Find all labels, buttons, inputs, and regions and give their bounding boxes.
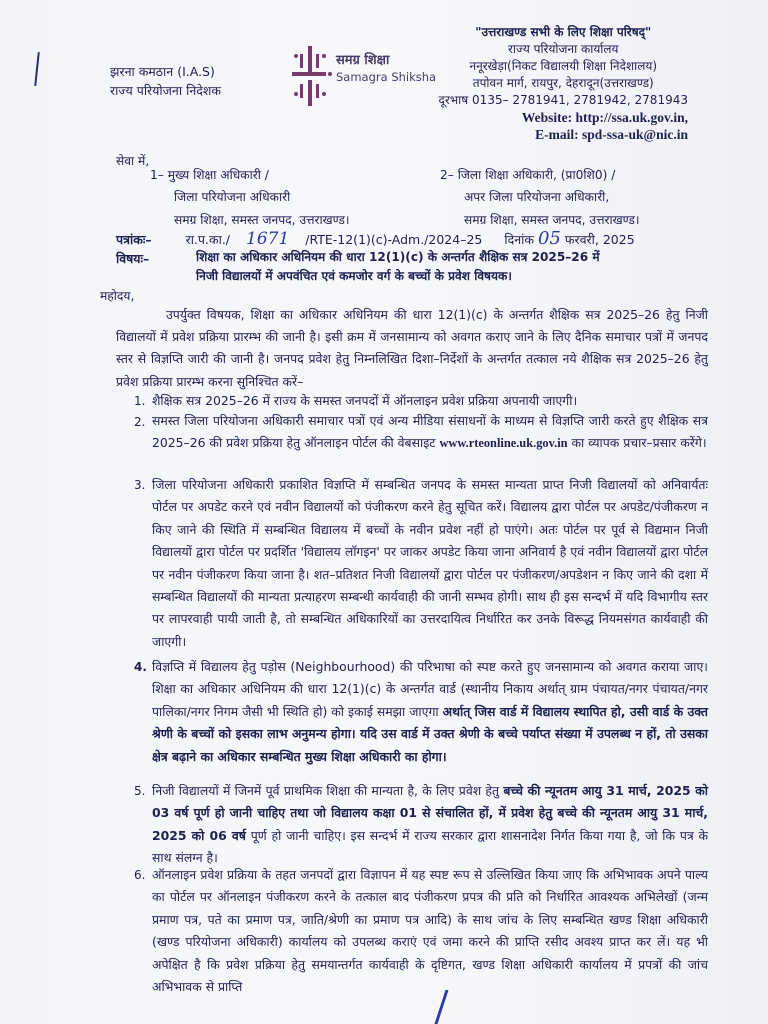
officer-name: झरना कमठान (I.A.S) [110,64,215,79]
phone-line: दूरभाष 0135– 2781941, 2781942, 2781943 [438,93,688,107]
item-4-text-a: विज्ञप्ति में विद्यालय हेतु पड़ोस (Neighbourhood) की परिभाषा को स्पष्ट करते हुए जनसामान्य को अवगत कराया जाए। शिक्षा का अधिकार अधिनियम की धारा 12(1)(c) के अन्तर्गत वार्ड (स्थानीय निकाय अर्थात् ग्राम पंचायत/नगर पंचायत/नगर पालिका/नगर निगम जैसी भी स्थिति हो) को इकाई समझा जाएगा [152,659,708,719]
item-5-number: 5. [134,784,146,798]
address-line-1: ननूरखेड़ा(निकट विद्यालयी शिक्षा निदेशालय) [469,59,658,73]
reference-line [116,228,635,249]
item-3-text: जिला परियोजना अधिकारी प्रकाशित विज्ञप्ति में सम्बन्धित जनपद के समस्त मान्यता प्राप्त निजी विद्यालयों को अनिवार्यतः पोर्टल पर अपडेट करने एवं नवीन विद्यालयों को पंजीकरण करने हेतु सूचित करें। विद्यालय द्वारा पोर्टल पर अपडेट/पंजीकरण न किए जाने की स्थिति में सम्बन्धित विद्यालय में बच्चों के नवीन प्रवेश नहीं हो पाएंगे। अतः पोर्टल पर पूर्व से विद्यमान निजी विद्यालयों द्वारा पोर्टल पर प्रदर्शित 'विद्यालय लॉगइन' पर जाकर अपडेट किया जाना अनिवार्य है एवं नवीन विद्यालयों द्वारा पोर्टल पर नवीन पंजीकरण किया जाना है। शत–प्रतिशत निजी विद्यालयों द्वारा पोर्टल पर पंजीकरण/अपडेशन न किए जाने की दशा में सम्बन्धित विद्यालयों की मान्यता प्रत्याहरण सम्बन्धी कार्यवाही की जानी सम्भव होगी। साथ ही इस सन्दर्भ में यदि विभागीय स्तर पर लापरवाही पायी जाती है, तो सम्बन्धित अधिकारियों का उत्तरदायित्व निर्धारित कर उनके विरूद्ध नियमसंगत कार्यवाही की जाएगी। [152,477,708,649]
item-5-text-a: निजी विद्यालयों में जिनमें पूर्व प्राथमिक शिक्षा की मान्यता है, के लिए प्रवेश हेतु [152,783,504,798]
item-6-text: ऑनलाइन प्रवेश प्रक्रिया के तहत जनपदों द्वारा विज्ञापन में यह स्पष्ट रूप से उल्लिखित किया जाए कि अभिभावक अपने पाल्य का पोर्टल पर ऑनलाइन पंजीकरण करने के तत्काल बाद पंजीकरण प्रपत्र की प्रति को निर्धारित आवश्यक अभिलेखों (जन्म प्रमाण पत्र, पते का प्रमाण पत्र, जाति/श्रेणी का प्रमाण पत्र आदि) के साथ जांच के लिए सम्बन्धित खण्ड शिक्षा अधिकारी (खण्ड परियोजना अधिकारी) कार्यालय को उपलब्ध कराएं एवं जमा करने की प्राप्ति रसीद अवश्य प्राप्त कर लें। यह भी अपेक्षित है कि प्रवेश प्रक्रिया हेतु समयान्तर्गत कार्यवाही के दृष्टिगत, खण्ड शिक्षा अधिकारी कार्यालय में प्रपत्रों की जांच अभिभावक से प्राप्ति [152,867,708,995]
org-name: "उत्तराखण्ड सभी के लिए शिक्षा परिषद्" [475,25,652,39]
item-2-text [152,410,708,455]
recipient-1-line-3: समग्र शिक्षा, समस्त जनपद, उत्तराखण्ड। [174,212,350,227]
item-5-text-c: पूर्ण हो जानी चाहिए। इस सन्दर्भ में राज्य सरकार द्वारा शासनादेश निर्गत किया गया है, जो कि पत्र के साथ संलग्न है। [152,827,708,866]
item-2-number: 2. [134,415,146,429]
patrank-suffix: /RTE-12(1)(c)-Adm./2024–25 [305,232,483,247]
patrank-label: पत्रांकः– [116,232,152,247]
address-line-2: तपोवन मार्ग, रायपुर, देहरादून(उत्तराखण्ड) [472,76,654,90]
logo-mark-icon [290,42,334,112]
recipient-2-line-1: 2– जिला शिक्षा अधिकारी, (प्रा0शि0) / [440,168,616,182]
subject-text [196,248,600,286]
salutation-to: सेवा में, [116,154,150,168]
portal-link[interactable]: www.rteonline.uk.gov.in [439,436,568,451]
officer-block [110,62,221,100]
patrank-number: 1671 [246,229,290,249]
website-line: Website: http://ssa.uk.gov.in, [521,110,688,125]
item-2-text-a: समस्त जिला परियोजना अधिकारी समाचार पत्रों एवं अन्य मीडिया संसाधनों के माध्यम से विज्ञप्ति जारी करते हुए शैक्षिक सत्र 2025–26 की प्रवेश प्रक्रिया हेतु ऑनलाइन पोर्टल की वेबसाइट [152,413,708,451]
date-label: दिनांक [504,232,534,247]
greeting: महोदय, [100,289,135,303]
logo-english: Samagra Shiksha [336,70,437,84]
item-5-text-b: बच्चे की न्यूनतम आयु 31 मार्च, 2025 को 03 वर्ष पूर्ण हो जानी चाहिए तथा जो विद्यालय कक्षा 01 से संचालित हों, में प्रवेश हेतु बच्चे की न्यूनतम आयु 31 मार्च, 2025 को 06 वर्ष [152,783,708,843]
item-4-number: 4. [134,660,147,674]
recipient-2-line-2: अपर जिला परियोजना अधिकारी, [464,190,610,205]
item-1-number: 1. [134,394,146,408]
recipient-1 [150,164,350,231]
officer-title: राज्य परियोजना निदेशक [110,83,221,98]
logo-hindi: समग्र शिक्षा [336,53,390,68]
signature-mark [434,990,488,1024]
item-6-number: 6. [134,868,146,882]
recipient-2-line-3: समग्र शिक्षा, समस्त जनपद, उत्तराखण्ड। [464,212,640,227]
item-4-text [152,656,708,768]
date-day: 05 [537,228,561,249]
samagra-shiksha-logo [290,42,437,114]
subject-label: विषयः– [116,251,150,266]
item-5-text [152,780,708,870]
item-1-text: शैक्षिक सत्र 2025–26 में राज्य के समस्त जनपदों में ऑनलाइन प्रवेश प्रक्रिया अपनायी जाएगी। [152,393,578,408]
recipient-2 [440,164,640,231]
org-address-block [438,24,688,143]
date-rest: फरवरी, 2025 [564,232,635,247]
recipient-1-line-1: 1– मुख्य शिक्षा अधिकारी / [150,168,269,182]
recipient-1-line-2: जिला परियोजना अधिकारी [174,190,291,205]
item-2-text-b: का व्यापक प्रचार–प्रसार करेंगे। [567,435,707,451]
intro-paragraph: उपर्युक्त विषयक, शिक्षा का अधिकार अधिनियम की धारा 12(1)(c) के अन्तर्गत शैक्षिक सत्र 2025–26 हेतु निजी विद्यालयों में प्रवेश प्रक्रिया प्रारम्भ की जानी है। इसी क्रम में जनसामान्य को अवगत कराए जाने के लिए दैनिक समाचार पत्रों में जनपद स्तर से विज्ञप्ति जारी की जानी है। जनपद प्रवेश हेतु निम्नलिखित दिशा–निर्देशों के अन्तर्गत तत्काल नये शैक्षिक सत्र 2025–26 हेतु प्रवेश प्रक्रिया प्रारम्भ करना सुनिश्चित करें– [116,307,708,389]
pen-mark [34,52,40,86]
patrank-prefix: रा.प.का./ [185,232,231,247]
subject-line-2: निजी विद्यालयों में अपवंचित एवं कमजोर वर्ग के बच्चों के प्रवेश विषयक। [196,269,512,283]
item-3-number: 3. [134,478,146,492]
email-line: E-mail: spd-ssa-uk@nic.in [535,127,688,142]
office-name: राज्य परियोजना कार्यालय [507,42,619,56]
subject-line-1: शिक्षा का अधिकार अधिनियम की धारा 12(1)(c) के अन्तर्गत शैक्षिक सत्र 2025–26 में [196,250,600,264]
item-4-text-b: अर्थात् जिस वार्ड में विद्यालय स्थापित हो, उसी वार्ड के उक्त श्रेणी के बच्चों को इसका लाभ अनुमन्य होगा। यदि उस वार्ड में उक्त श्रेणी के बच्चे पर्याप्त संख्या में उपलब्ध न हों, तो उसका क्षेत्र बढ़ाने का अधिकार सम्बन्धित मुख्य शिक्षा अधिकारी का होगा। [152,703,708,764]
